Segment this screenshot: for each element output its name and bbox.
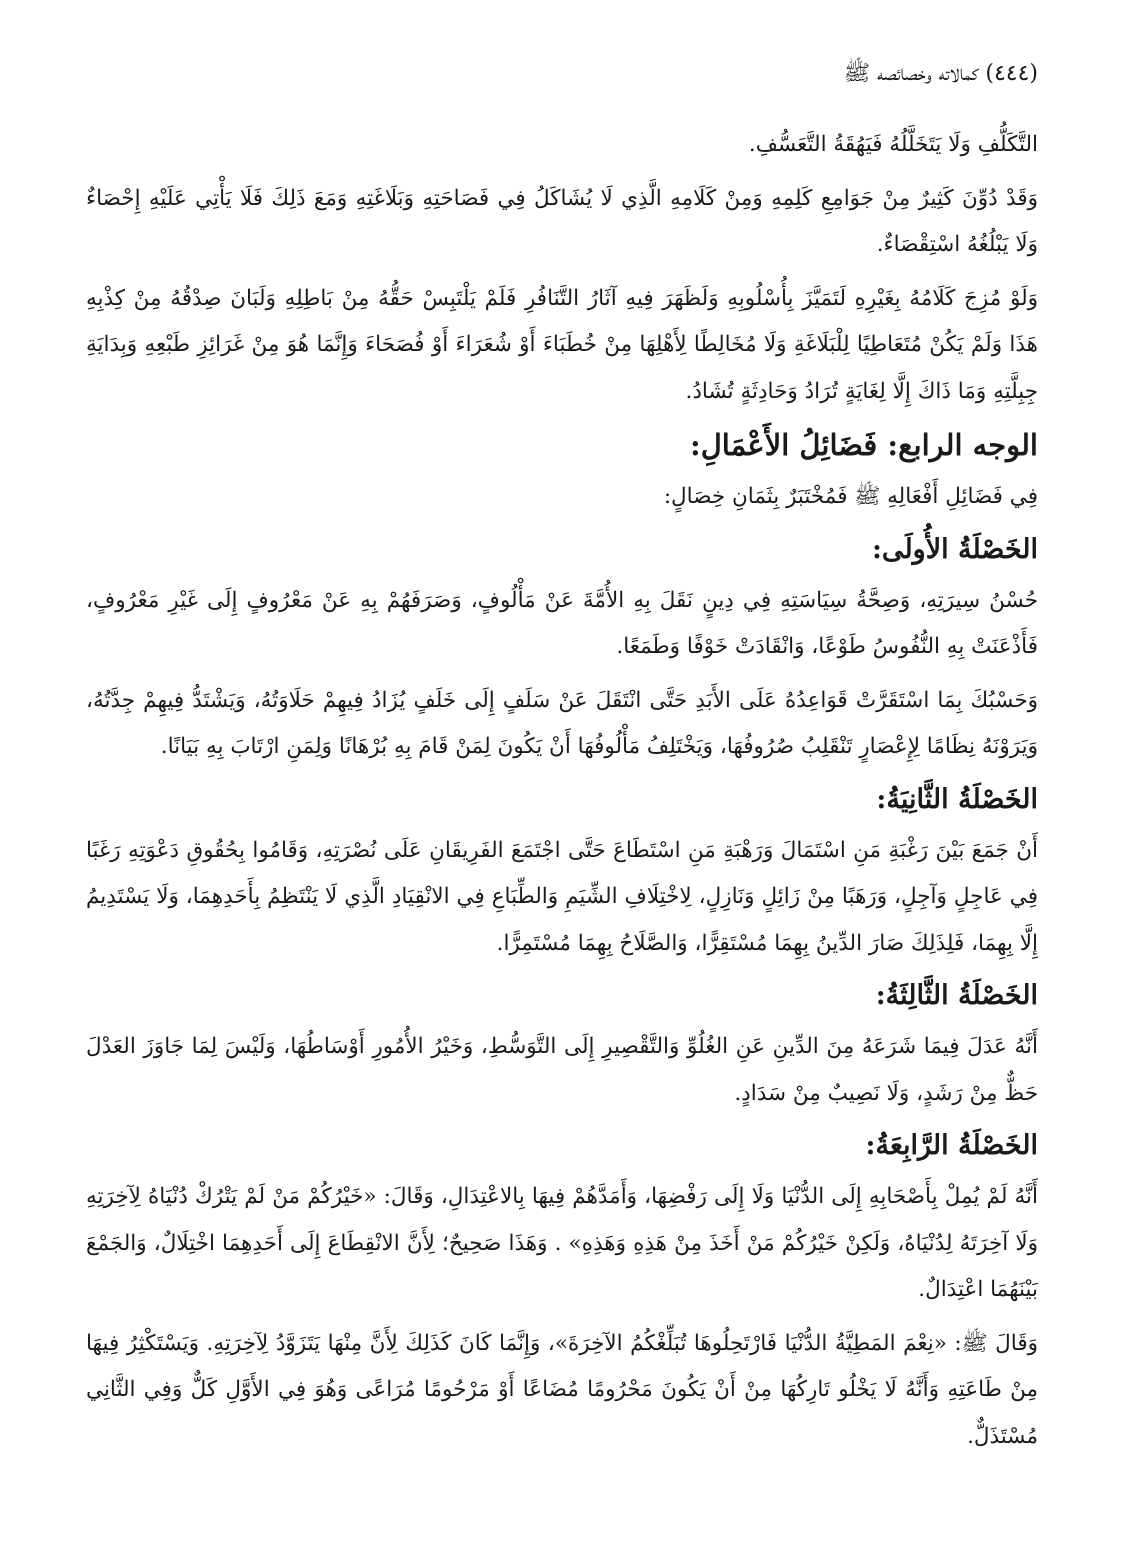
running-title: (٤٤٤) كمالاته وخصائصه ﷺ [843, 61, 1038, 86]
intro-paragraph-1: التَّكَلُّفِ وَلَا يَتَخَلَّلُهُ فَيَهُقَةُ التَّعَسُّفِ. [748, 132, 1038, 157]
trait-4-paragraph-1: أَنَّهُ لَمْ يُمِلْ بِأَصْحَابِهِ إِلَى الدُّنْيَا وَلَا إِلَى رَفْضِهَا، وَأَمَدَّهُمْ فِيهَا بِالاعْتِدَالِ، وَقَالَ: «خَيْرُكُمْ مَنْ لَمْ يَتْرُكْ دُنْيَاهُ لِآخِرَتِهِ وَلَا آخِرَتَهُ لِدُنْيَاهُ، وَلَكِنْ خَيْرُكُمْ مَنْ أَخَذَ مِنْ هَذِهِ وَهَذِهِ» . وَهَذَا صَحِيحٌ؛ لِأَنَّ الانْقِطَاعَ إِلَى أَحَدِهِمَا اخْتِلَالٌ، وَالجَمْعَ بَيْنَهُمَا اعْتِدَالٌ. [86, 1184, 1038, 1302]
trait-2-heading: الخَصْلَةُ الثَّانِيَةُ: [876, 783, 1038, 815]
trait-3-heading: الخَصْلَةُ الثَّالِثَةُ: [875, 980, 1038, 1011]
trait-1-paragraph-1: حُسْنُ سِيرَتِهِ، وَصِحَّةُ سِيَاسَتِهِ فِي دِينٍ نَقَلَ بِهِ الأُمَّةَ عَنْ مَأْلُوفٍ، وَصَرَفَهُمْ بِهِ عَنْ مَعْرُوفٍ إِلَى غَيْرِ مَعْرُوفٍ، فَأَذْعَنَتْ بِهِ النُّفُوسُ طَوْعًا، وَانْقَادَتْ خَوْفًا وَطَمَعًا. [86, 587, 1038, 659]
book-page [86, 56, 1038, 1513]
section-heading: الوجه الرابع: فَضَائِلُ الأَعْمَالِ: [690, 428, 1038, 462]
trait-4-paragraph-2: وَقَالَ ﷺ: «نِعْمَ المَطِيَّةُ الدُّنْيَا فَارْتَحِلُوهَا تُبَلِّغْكُمُ الآخِرَةَ»، وَإِنَّمَا كَانَ كَذَلِكَ لِأَنَّ مِنْهَا يَتَزَوَّدُ لِآخِرَتِهِ. وَيَسْتَكْثِرُ فِيهَا مِنْ طَاعَتِهِ وَأَنَّهُ لَا يَخْلُو تَارِكُهَا مِنْ أَنْ يَكُونَ مَحْرُومًا مُضَاعًا أَوْ مَرْحُومًا مُرَاعًى وَهُوَ فِي الأَوَّلِ كَلٌّ وَفِي الثَّانِي مُسْتَذَلٌّ. [86, 1330, 1038, 1449]
trait-1-paragraph-2: وَحَسْبُكَ بِمَا اسْتَقَرَّتْ قَوَاعِدُهُ عَلَى الأَبَدِ حَتَّى انْتَقَلَ عَنْ سَلَفٍ إِلَى خَلَفٍ يُزَادُ فِيهِمْ حَلَاوَتُهُ، وَيَشْتَدُّ فِيهِمْ جِدَّتُهُ، وَيَرَوْنَهُ نِظَامًا لِإِعْصَارٍ تَنْقَلِبُ صُرُوفُهَا، وَيَخْتَلِفُ مَأْلُوفُهَا أَنْ يَكُونَ لِمَنْ قَامَ بِهِ بُرْهَانًا وَلِمَنِ ارْتَابَ بِهِ بَيَانًا. [86, 687, 1038, 759]
trait-2-paragraph-1: أَنْ جَمَعَ بَيْنَ رَغْبَةِ مَنِ اسْتَمَالَ وَرَهْبَةِ مَنِ اسْتَطَاعَ حَتَّى اجْتَمَعَ الفَرِيقَانِ عَلَى نُصْرَتِهِ، وَقَامُوا بِحُقُوقِ دَعْوَتِهِ رَغَبًا فِي عَاجِلٍ وَآجِلٍ، وَرَهَبًا مِنْ زَائِلٍ وَنَازِلٍ، لِاخْتِلَافِ الشِّيَمِ وَالطِّبَاعِ فِي الانْقِيَادِ الَّذِي لَا يَنْتَظِمُ بِأَحَدِهِمَا، وَلَا يَسْتَدِيمُ إِلَّا بِهِمَا، فَلِذَلِكَ صَارَ الدِّينُ بِهِمَا مُسْتَقِرًّا، وَالصَّلَاحُ بِهِمَا مُسْتَمِرًّا. [86, 837, 1038, 956]
trait-1-heading: الخَصْلَةُ الأُولَى: [871, 533, 1038, 565]
trait-3-paragraph-1: أَنَّهُ عَدَلَ فِيمَا شَرَعَهُ مِنَ الدِّينِ عَنِ الغُلُوِّ وَالتَّقْصِيرِ إِلَى التَّوَسُّطِ، وَخَيْرُ الأُمُورِ أَوْسَاطُهَا، وَلَيْسَ لِمَا جَاوَزَ العَدْلَ حَظٌّ مِنْ رَشَدٍ، وَلَا نَصِيبٌ مِنْ سَدَادٍ. [86, 1034, 1038, 1106]
intro-paragraph-3: وَلَوْ مُزِجَ كَلَامُهُ بِغَيْرِهِ لَتَمَيَّزَ بِأُسْلُوبِهِ وَلَظَهَرَ فِيهِ آثَارُ التَّنَافُرِ فَلَمْ يَلْتَبِسْ حَقُّهُ مِنْ بَاطِلِهِ وَلَبَانَ صِدْقُهُ مِنْ كِذْبِهِ هَذَا وَلَمْ يَكُنْ مُتَعَاطِيًا لِلْبَلَاغَةِ وَلَا مُخَالِطًا لِأَهْلِهَا مِنْ خُطَبَاءَ أَوْ شُعَرَاءَ أَوْ فُصَحَاءَ وَإِنَّمَا هُوَ مِنْ غَرَائِزِ طَبْعِهِ وَبِدَايَةِ جِبِلَّتِهِ وَمَا ذَاكَ إِلَّا لِغَايَةٍ تُرَادُ وَحَادِثَةٍ تُشَادُ. [86, 285, 1038, 404]
trait-4-heading: الخَصْلَةُ الرَّابِعَةُ: [865, 1130, 1038, 1161]
running-header [86, 56, 1038, 92]
intro-paragraph-2: وَقَدْ دُوِّنَ كَثِيرٌ مِنْ جَوَامِعِ كَلِمِهِ وَمِنْ كَلَامِهِ الَّذِي لَا يُشَاكَلُ فِي فَصَاحَتِهِ وَبَلَاغَتِهِ وَمَعَ ذَلِكَ فَلَا يَأْتِي عَلَيْهِ إِحْصَاءٌ وَلَا يَبْلُغُهُ اسْتِقْصَاءٌ. [86, 185, 1038, 257]
section-intro: فِي فَضَائِلِ أَفْعَالِهِ ﷺ فَمُخْتَبَرٌ بِثَمَانِ خِصَالٍ: [663, 484, 1038, 509]
